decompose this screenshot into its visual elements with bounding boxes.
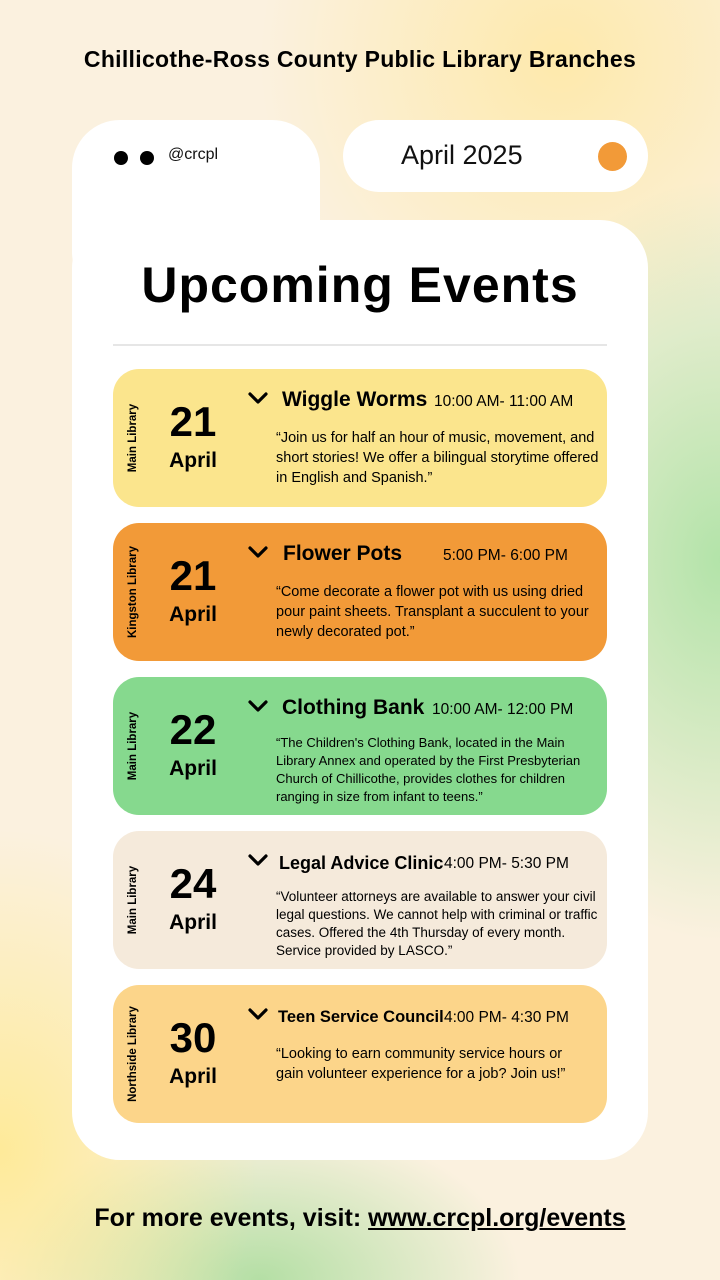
chevron-down-icon[interactable] [247,389,269,407]
event-title: Teen Service Council [278,1008,444,1026]
event-description: “Looking to earn community service hours or gain volunteer experience for a job? Join us!” [276,1046,566,1082]
event-month: April [169,603,217,626]
event-card-clothing-bank[interactable]: Main Library 22 April Clothing Bank 10:00 AM- 12:00 PM “The Children's Clothing Bank, located in the Main Library Annex and operated by the First Presbyterian Church of Chillicothe, provides clothes for children ranging in size from infant to teens.” [113,677,607,815]
page-title: Chillicothe-Ross County Public Library Branches [83,46,637,72]
event-description: “Join us for half an hour of music, movement, and short stories! We offer a bilingual storytime offered in English and Spanish.” [276,430,599,486]
divider [113,344,607,346]
event-time: 4:00 PM- 5:30 PM [444,855,569,872]
event-card-teen-service-council[interactable]: Northside Library 30 April Teen Service Council 4:00 PM- 4:30 PM “Looking to earn community service hours or gain volunteer experience for a job? Join us!” [113,985,607,1123]
event-day: 30 [169,1014,217,1061]
window-dots [114,151,154,165]
event-card-wiggle-worms[interactable]: Main Library 21 April Wiggle Worms 10:00 AM- 11:00 AM “Join us for half an hour of music, movement, and short stories! We offer a bilingual storytime offered in English and Spanish.” [113,369,607,507]
event-time: 10:00 AM- 11:00 AM [434,393,574,410]
chevron-down-icon[interactable] [247,851,269,869]
event-day: 21 [169,552,217,599]
chevron-down-icon[interactable] [247,697,269,715]
event-day: 21 [169,398,217,445]
month-label: April 2025 [401,140,523,170]
event-card-flower-pots[interactable]: Kingston Library 21 April Flower Pots 5:00 PM- 6:00 PM “Come decorate a flower pot with us using dried pour paint sheets. Transplant a succulent to your newly decorated pot.” [113,523,607,661]
event-time: 4:00 PM- 4:30 PM [444,1009,569,1026]
events-link[interactable]: www.crcpl.org/events [368,1204,626,1232]
social-handle: @crcpl [168,146,219,163]
event-title: Flower Pots [283,542,403,565]
event-time: 5:00 PM- 6:00 PM [443,547,568,564]
event-card-legal-advice-clinic[interactable]: Main Library 24 April Legal Advice Clinic 4:00 PM- 5:30 PM “Volunteer attorneys are available to answer your civil legal questions. We cannot help with criminal or traffic cases. Offered the 4th Thursday of every month. Service provided by LASCO.” [113,831,607,969]
event-time: 10:00 AM- 12:00 PM [432,701,574,718]
month-pill [343,120,648,192]
event-day: 24 [169,860,217,907]
event-title: Clothing Bank [282,696,425,719]
orange-dot-icon [598,142,627,171]
events-headline: Upcoming Events [141,257,579,313]
event-description: “Come decorate a flower pot with us using dried pour paint sheets. Transplant a succulent to your newly decorated pot.” [276,584,589,640]
dot-icon [140,151,154,165]
event-day: 22 [169,706,217,753]
footer-prefix: For more events, visit: [94,1204,369,1232]
footer-cta [0,1204,720,1233]
event-description: “The Children's Clothing Bank, located in the Main Library Annex and operated by the First Presbyterian Church of Chillicothe, provides clothes for children ranging in size from infant to teens.” [276,735,581,804]
event-month: April [169,757,217,780]
chevron-down-icon[interactable] [247,543,269,561]
event-title: Wiggle Worms [282,388,428,411]
events-card [72,220,648,1160]
dot-icon [114,151,128,165]
event-description: “Volunteer attorneys are available to answer your civil legal questions. We cannot help with criminal or traffic cases. Offered the 4th Thursday of every month. Service provided by LASCO.” [276,889,598,958]
chevron-down-icon[interactable] [247,1005,269,1023]
event-title: Legal Advice Clinic [279,853,444,873]
event-month: April [169,449,217,472]
event-month: April [169,911,217,934]
event-month: April [169,1065,217,1088]
